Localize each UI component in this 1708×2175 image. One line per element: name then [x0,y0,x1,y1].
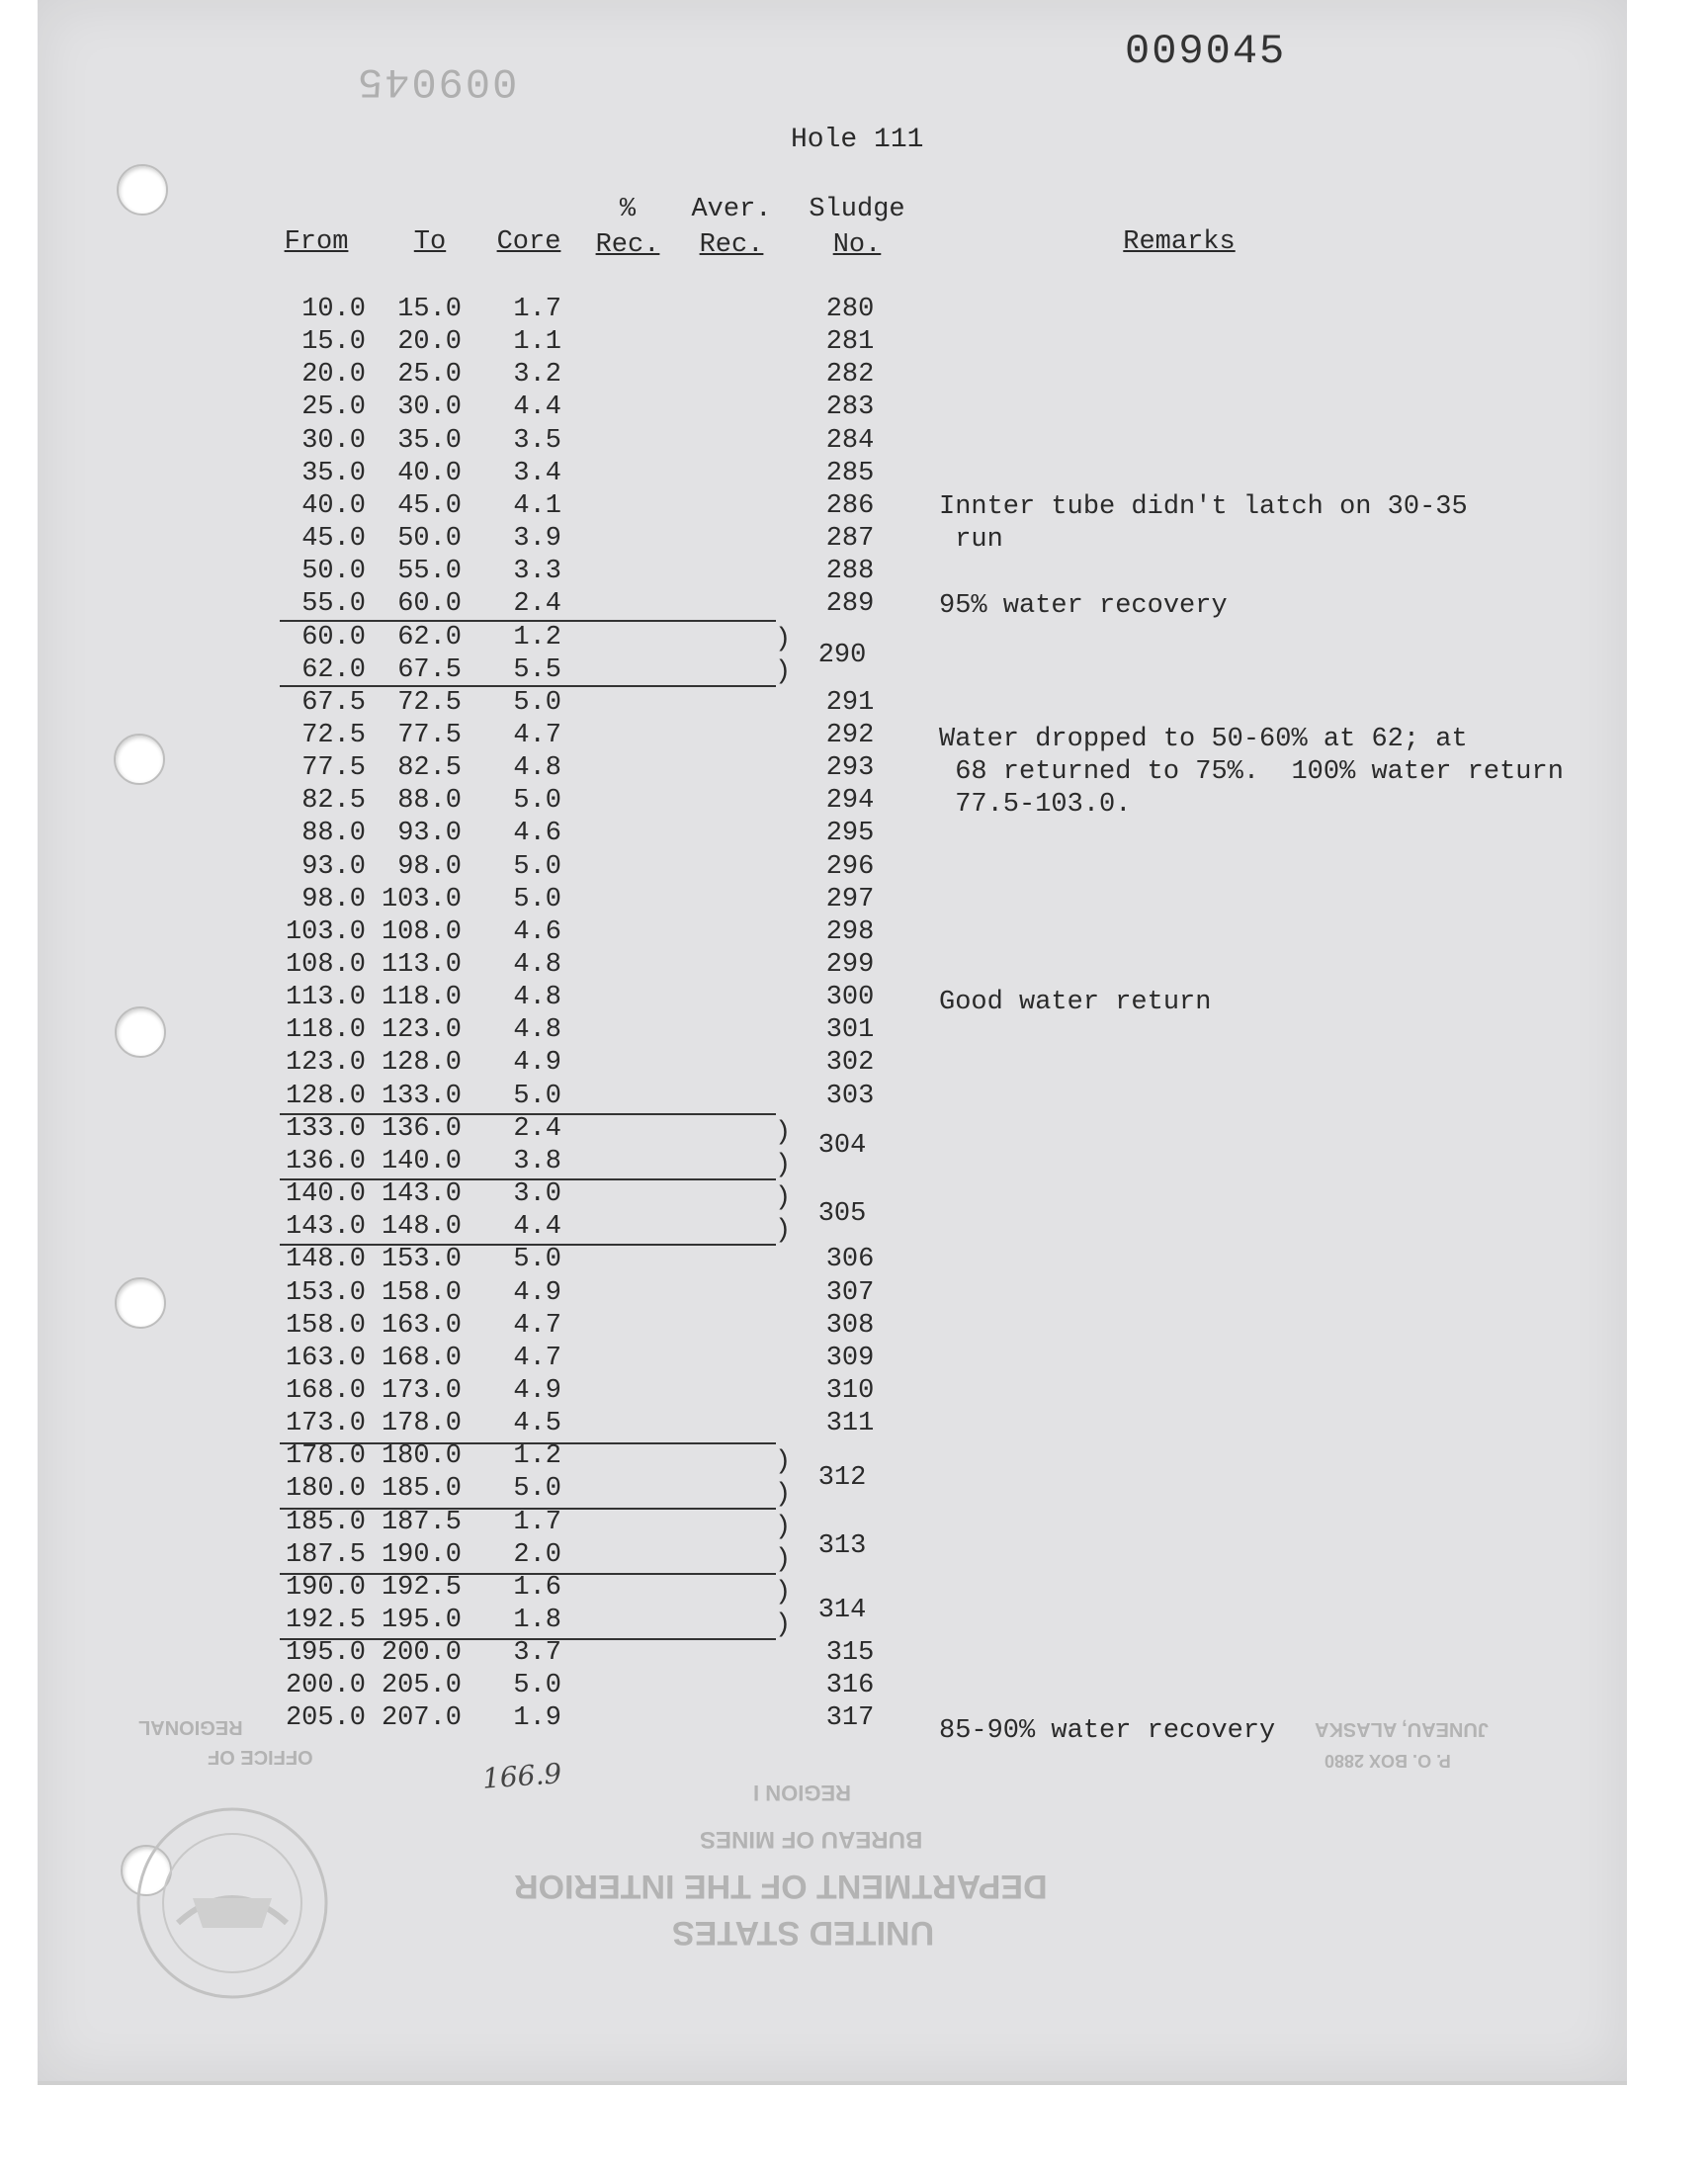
group-rule [280,1113,776,1115]
stamp-line: JUNEAU, ALASKA [1315,1718,1489,1740]
row-from: 192.5 [285,1606,366,1635]
row-to: 30.0 [397,392,462,422]
row-from: 195.0 [285,1638,366,1668]
row-sludge: 282 [825,360,875,390]
row-to: 45.0 [397,491,462,521]
row-from: 205.0 [285,1703,366,1733]
paper-edge [38,2081,1627,2085]
row-sludge: 308 [825,1311,875,1341]
row-to: 187.5 [381,1508,462,1537]
row-to: 190.0 [381,1540,462,1570]
header-aver-rec: Aver. Rec. [691,195,772,260]
table-row [0,1343,1708,1375]
row-from: 108.0 [285,950,366,980]
row-sludge: 315 [825,1638,875,1668]
row-from: 15.0 [301,327,366,357]
row-from: 88.0 [301,819,366,848]
table-row [0,949,1708,982]
row-to: 128.0 [381,1048,462,1078]
row-to: 153.0 [381,1245,462,1274]
row-core: 1.7 [513,295,561,324]
row-sludge: 280 [825,295,875,324]
bracket: ) [775,625,792,654]
row-to: 200.0 [381,1638,462,1668]
row-core: 1.7 [513,1508,561,1537]
row-from: 20.0 [301,360,366,390]
stamp-line: UNITED STATES [672,1914,935,1952]
row-core: 4.7 [513,721,561,750]
row-core: 5.0 [513,1474,561,1504]
row-to: 88.0 [397,786,462,816]
group-rule [280,1508,776,1510]
row-from: 123.0 [285,1048,366,1078]
row-sludge: 283 [825,392,875,422]
table-row [0,1081,1708,1113]
row-sludge: 295 [825,819,875,848]
row-from: 178.0 [285,1441,366,1471]
row-from: 82.5 [301,786,366,816]
row-core: 1.9 [513,1703,561,1733]
table-row [0,1310,1708,1343]
row-to: 20.0 [397,327,462,357]
row-from: 25.0 [301,392,366,422]
handwritten-total: 166.9 [480,1757,563,1795]
row-core: 3.5 [513,426,561,456]
table-row [0,1014,1708,1047]
row-from: 60.0 [301,623,366,652]
row-sludge: 286 [825,491,875,521]
row-to: 133.0 [381,1082,462,1111]
row-to: 136.0 [381,1114,462,1144]
row-from: 158.0 [285,1311,366,1341]
row-core: 4.9 [513,1278,561,1308]
row-sludge: 306 [825,1245,875,1274]
row-to: 180.0 [381,1441,462,1471]
row-core: 4.6 [513,819,561,848]
row-core: 5.0 [513,885,561,914]
row-core: 5.0 [513,1245,561,1274]
table-row [0,884,1708,916]
bracket: ) [775,1118,792,1148]
row-core: 3.9 [513,524,561,554]
row-core: 4.5 [513,1409,561,1438]
row-to: 143.0 [381,1179,462,1209]
row-from: 118.0 [285,1015,366,1045]
row-core: 4.9 [513,1376,561,1406]
table-row [0,359,1708,392]
group-rule [280,620,776,622]
stamp-line: REGIONAL [138,1716,243,1738]
row-to: 93.0 [397,819,462,848]
header-to: To [413,227,447,257]
header-pct-rec: % Rec. [595,195,660,260]
group-rule [280,1178,776,1180]
stamp-line: DEPARTMENT OF THE INTERIOR [514,1868,1048,1905]
row-from: 77.5 [301,753,366,783]
row-from: 103.0 [285,917,366,947]
row-core: 3.4 [513,459,561,488]
bracket: ) [775,1610,792,1640]
stamp-line: BUREAU OF MINES [700,1826,923,1853]
row-from: 113.0 [285,983,366,1012]
row-core: 4.4 [513,1212,561,1242]
row-core: 4.8 [513,950,561,980]
row-sludge: 285 [825,459,875,488]
row-to: 205.0 [381,1671,462,1700]
row-sludge: 289 [825,589,875,619]
row-from: 148.0 [285,1245,366,1274]
faded-seal [133,1804,331,2002]
row-to: 62.0 [397,623,462,652]
row-core: 1.2 [513,623,561,652]
row-core: 3.8 [513,1147,561,1176]
bracket: ) [775,1513,792,1542]
row-core: 2.4 [513,589,561,619]
table-row [0,851,1708,884]
group-rule [280,685,776,687]
remark: Water dropped to 50-60% at 62; at 68 returned to 75%. 100% water return 77.5-103.0. [939,725,1564,820]
row-core: 1.1 [513,327,561,357]
bracket: ) [775,1151,792,1180]
table-row [0,294,1708,326]
row-to: 103.0 [381,885,462,914]
row-from: 67.5 [301,688,366,718]
row-to: 55.0 [397,557,462,586]
row-sludge: 284 [825,426,875,456]
table-row [0,1637,1708,1670]
row-sludge: 292 [825,721,875,750]
row-to: 72.5 [397,688,462,718]
row-core: 4.4 [513,392,561,422]
header-remarks: Remarks [1123,227,1236,257]
bracket: ) [775,1216,792,1246]
row-to: 108.0 [381,917,462,947]
row-core: 5.0 [513,1082,561,1111]
row-from: 45.0 [301,524,366,554]
group-sludge-no: 313 [817,1531,867,1561]
row-core: 2.4 [513,1114,561,1144]
row-sludge: 294 [825,786,875,816]
row-to: 158.0 [381,1278,462,1308]
bracket: ) [775,1183,792,1213]
row-core: 4.7 [513,1311,561,1341]
row-core: 4.7 [513,1344,561,1373]
group-rule [280,1442,776,1444]
row-to: 40.0 [397,459,462,488]
row-from: 98.0 [301,885,366,914]
row-core: 1.8 [513,1606,561,1635]
group-sludge-no: 305 [817,1199,867,1229]
group-sludge-no: 290 [817,641,867,670]
row-sludge: 311 [825,1409,875,1438]
row-from: 50.0 [301,557,366,586]
stamp-line: P. O. BOX 2880 [1324,1751,1451,1771]
row-to: 25.0 [397,360,462,390]
row-from: 136.0 [285,1147,366,1176]
table-row [0,1277,1708,1310]
row-to: 82.5 [397,753,462,783]
remark: Innter tube didn't latch on 30-35 run [939,492,1468,555]
row-from: 163.0 [285,1344,366,1373]
row-to: 207.0 [381,1703,462,1733]
row-to: 195.0 [381,1606,462,1635]
row-to: 178.0 [381,1409,462,1438]
row-from: 190.0 [285,1573,366,1603]
row-core: 5.0 [513,852,561,882]
row-to: 67.5 [397,655,462,685]
row-from: 10.0 [301,295,366,324]
table-row [0,1375,1708,1408]
row-core: 5.0 [513,688,561,718]
row-from: 143.0 [285,1212,366,1242]
group-sludge-no: 312 [817,1463,867,1493]
row-to: 113.0 [381,950,462,980]
document-number: 009045 [1125,28,1287,75]
row-from: 173.0 [285,1409,366,1438]
header-from: From [284,227,349,257]
row-to: 118.0 [381,983,462,1012]
row-from: 180.0 [285,1474,366,1504]
row-sludge: 302 [825,1048,875,1078]
row-sludge: 301 [825,1015,875,1045]
row-core: 4.9 [513,1048,561,1078]
row-to: 140.0 [381,1147,462,1176]
row-to: 168.0 [381,1344,462,1373]
header-sludge-no: Sludge No. [809,195,905,260]
row-sludge: 298 [825,917,875,947]
bracket: ) [775,1447,792,1477]
row-from: 40.0 [301,491,366,521]
table-row [0,1670,1708,1702]
row-core: 3.3 [513,557,561,586]
table-row [0,392,1708,424]
row-core: 5.0 [513,1671,561,1700]
punch-hole [117,164,168,216]
row-sludge: 281 [825,327,875,357]
row-from: 93.0 [301,852,366,882]
bracket: ) [775,657,792,687]
row-from: 35.0 [301,459,366,488]
bracket: ) [775,1480,792,1510]
table-row [0,588,1708,621]
row-core: 4.8 [513,1015,561,1045]
group-rule [280,1573,776,1575]
row-from: 185.0 [285,1508,366,1537]
row-to: 35.0 [397,426,462,456]
group-sludge-no: 314 [817,1596,867,1625]
row-from: 133.0 [285,1114,366,1144]
row-sludge: 307 [825,1278,875,1308]
remark: 85-90% water recovery [939,1716,1276,1746]
table-row [0,916,1708,949]
remark: 95% water recovery [939,591,1228,621]
row-from: 140.0 [285,1179,366,1209]
row-to: 163.0 [381,1311,462,1341]
header-core: Core [496,227,561,257]
table-row [0,326,1708,359]
row-to: 50.0 [397,524,462,554]
row-sludge: 309 [825,1344,875,1373]
row-sludge: 299 [825,950,875,980]
row-from: 30.0 [301,426,366,456]
table-row [0,1047,1708,1080]
table-row [0,1408,1708,1440]
row-core: 3.2 [513,360,561,390]
row-to: 60.0 [397,589,462,619]
row-from: 187.5 [285,1540,366,1570]
row-core: 4.1 [513,491,561,521]
row-core: 4.8 [513,753,561,783]
row-to: 148.0 [381,1212,462,1242]
row-sludge: 287 [825,524,875,554]
row-to: 185.0 [381,1474,462,1504]
row-core: 1.6 [513,1573,561,1603]
ghost-document-number: 009045 [356,57,518,105]
row-sludge: 317 [825,1703,875,1733]
row-sludge: 300 [825,983,875,1012]
row-from: 153.0 [285,1278,366,1308]
row-from: 62.0 [301,655,366,685]
stamp-line: REGION I [753,1781,852,1805]
row-core: 5.0 [513,786,561,816]
row-from: 55.0 [301,589,366,619]
table-row [0,982,1708,1014]
row-to: 77.5 [397,721,462,750]
page-title: Hole 111 [791,125,924,155]
table-row [0,1244,1708,1276]
row-sludge: 296 [825,852,875,882]
row-to: 15.0 [397,295,462,324]
row-from: 168.0 [285,1376,366,1406]
row-sludge: 316 [825,1671,875,1700]
row-sludge: 288 [825,557,875,586]
row-core: 4.6 [513,917,561,947]
stamp-line: OFFICE OF [208,1746,313,1768]
row-to: 173.0 [381,1376,462,1406]
row-sludge: 293 [825,753,875,783]
row-to: 123.0 [381,1015,462,1045]
remark: Good water return [939,988,1212,1017]
group-rule [280,1244,776,1246]
row-to: 98.0 [397,852,462,882]
bracket: ) [775,1578,792,1608]
row-from: 72.5 [301,721,366,750]
row-sludge: 310 [825,1376,875,1406]
row-core: 1.2 [513,1441,561,1471]
row-core: 3.0 [513,1179,561,1209]
row-to: 192.5 [381,1573,462,1603]
row-sludge: 303 [825,1082,875,1111]
row-sludge: 297 [825,885,875,914]
row-from: 128.0 [285,1082,366,1111]
row-core: 2.0 [513,1540,561,1570]
row-core: 4.8 [513,983,561,1012]
row-core: 3.7 [513,1638,561,1668]
bracket: ) [775,1545,792,1575]
row-from: 200.0 [285,1671,366,1700]
row-core: 5.5 [513,655,561,685]
row-sludge: 291 [825,688,875,718]
group-sludge-no: 304 [817,1131,867,1161]
group-rule [280,1638,776,1640]
